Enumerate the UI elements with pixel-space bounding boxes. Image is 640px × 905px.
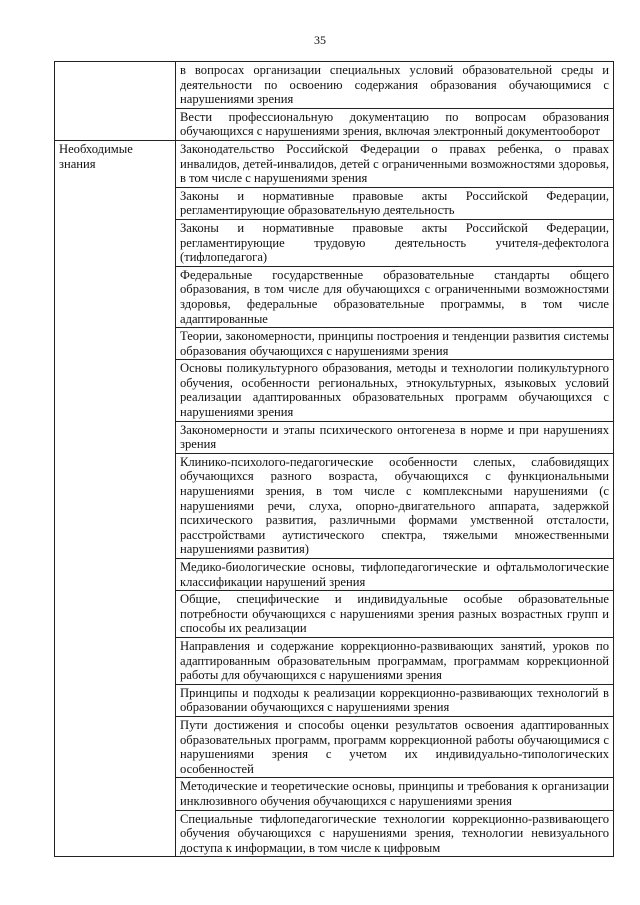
requirement-text: Клинико-психолого-педагогические особенности слепых, слабовидящих обучающихся разного возраста, обучающихся с функциональными нарушениями зрения, в том числе с комплексными нарушениями (с нарушениями речи, слуха, опорно-двигательного аппарата, задержкой психического развития, различными формами умственной отсталости, расстройствами аутистического спектра, тяжелыми множественными нарушениями развития) <box>176 453 614 558</box>
page-number: 35 <box>314 33 326 47</box>
requirement-text: Законодательство Российской Федерации о правах ребенка, о правах инвалидов, детей-инвалидов, детей с ограниченными возможностями здоровья, в том числе с нарушениями зрения <box>176 140 614 187</box>
requirement-text: Принципы и подходы к реализации коррекционно-развивающих технологий в образовании обучающихся с нарушениями зрения <box>176 684 614 716</box>
requirement-text: Вести профессиональную документацию по вопросам образования обучающихся с нарушениями зрения, включая электронный документооборот <box>176 108 614 140</box>
row-group-label <box>55 62 176 141</box>
requirement-text: Пути достижения и способы оценки результатов освоения адаптированных образовательных программ, программ коррекционной работы обучающимися с нарушениями зрения с учетом их индивидуально-типологических особенностей <box>176 716 614 777</box>
row-group-label: Необходимые знания <box>55 140 176 856</box>
requirement-text: Закономерности и этапы психического онтогенеза в норме и при нарушениях зрения <box>176 421 614 453</box>
requirement-text: Федеральные государственные образовательные стандарты общего образования, в том числе для обучающихся с ограниченными возможностями здоровья, федеральные образовательные программы, в том числе адаптированные <box>176 266 614 327</box>
requirement-text: Законы и нормативные правовые акты Российской Федерации, регламентирующие трудовую деятельность учителя-дефектолога (тифлопедагога) <box>176 219 614 266</box>
requirement-text: Теории, закономерности, принципы построения и тенденции развития системы образования обучающихся с нарушениями зрения <box>176 328 614 360</box>
competency-table <box>54 61 614 857</box>
requirement-text: в вопросах организации специальных условий образовательной среды и деятельности по освоению содержания образования обучающимися с нарушениями зрения <box>176 62 614 109</box>
table-body <box>55 62 614 857</box>
requirement-text: Направления и содержание коррекционно-развивающих занятий, уроков по адаптированным образовательным программам, программам коррекционной работы для обучающихся с нарушениями зрения <box>176 637 614 684</box>
table-row <box>55 62 614 109</box>
requirement-text: Основы поликультурного образования, методы и технологии поликультурного обучения, особенности региональных, этнокультурных, языковых условий реализации адаптированных образовательных программ обучающихся с нарушениями зрения <box>176 360 614 421</box>
table-row <box>55 140 614 187</box>
requirement-text: Законы и нормативные правовые акты Российской Федерации, регламентирующие образовательную деятельность <box>176 187 614 219</box>
requirement-text: Медико-биологические основы, тифлопедагогические и офтальмологические классификации нарушений зрения <box>176 559 614 591</box>
requirement-text: Специальные тифлопедагогические технологии коррекционно-развивающего обучения обучающихся с нарушениями зрения, технологии невизуального доступа к информации, в том числе к цифровым <box>176 810 614 857</box>
requirement-text: Общие, специфические и индивидуальные особые образовательные потребности обучающихся с нарушениями зрения разных возрастных групп и способы их реализации <box>176 591 614 638</box>
requirement-text: Методические и теоретические основы, принципы и требования к организации инклюзивного обучения обучающихся с нарушениями зрения <box>176 778 614 810</box>
